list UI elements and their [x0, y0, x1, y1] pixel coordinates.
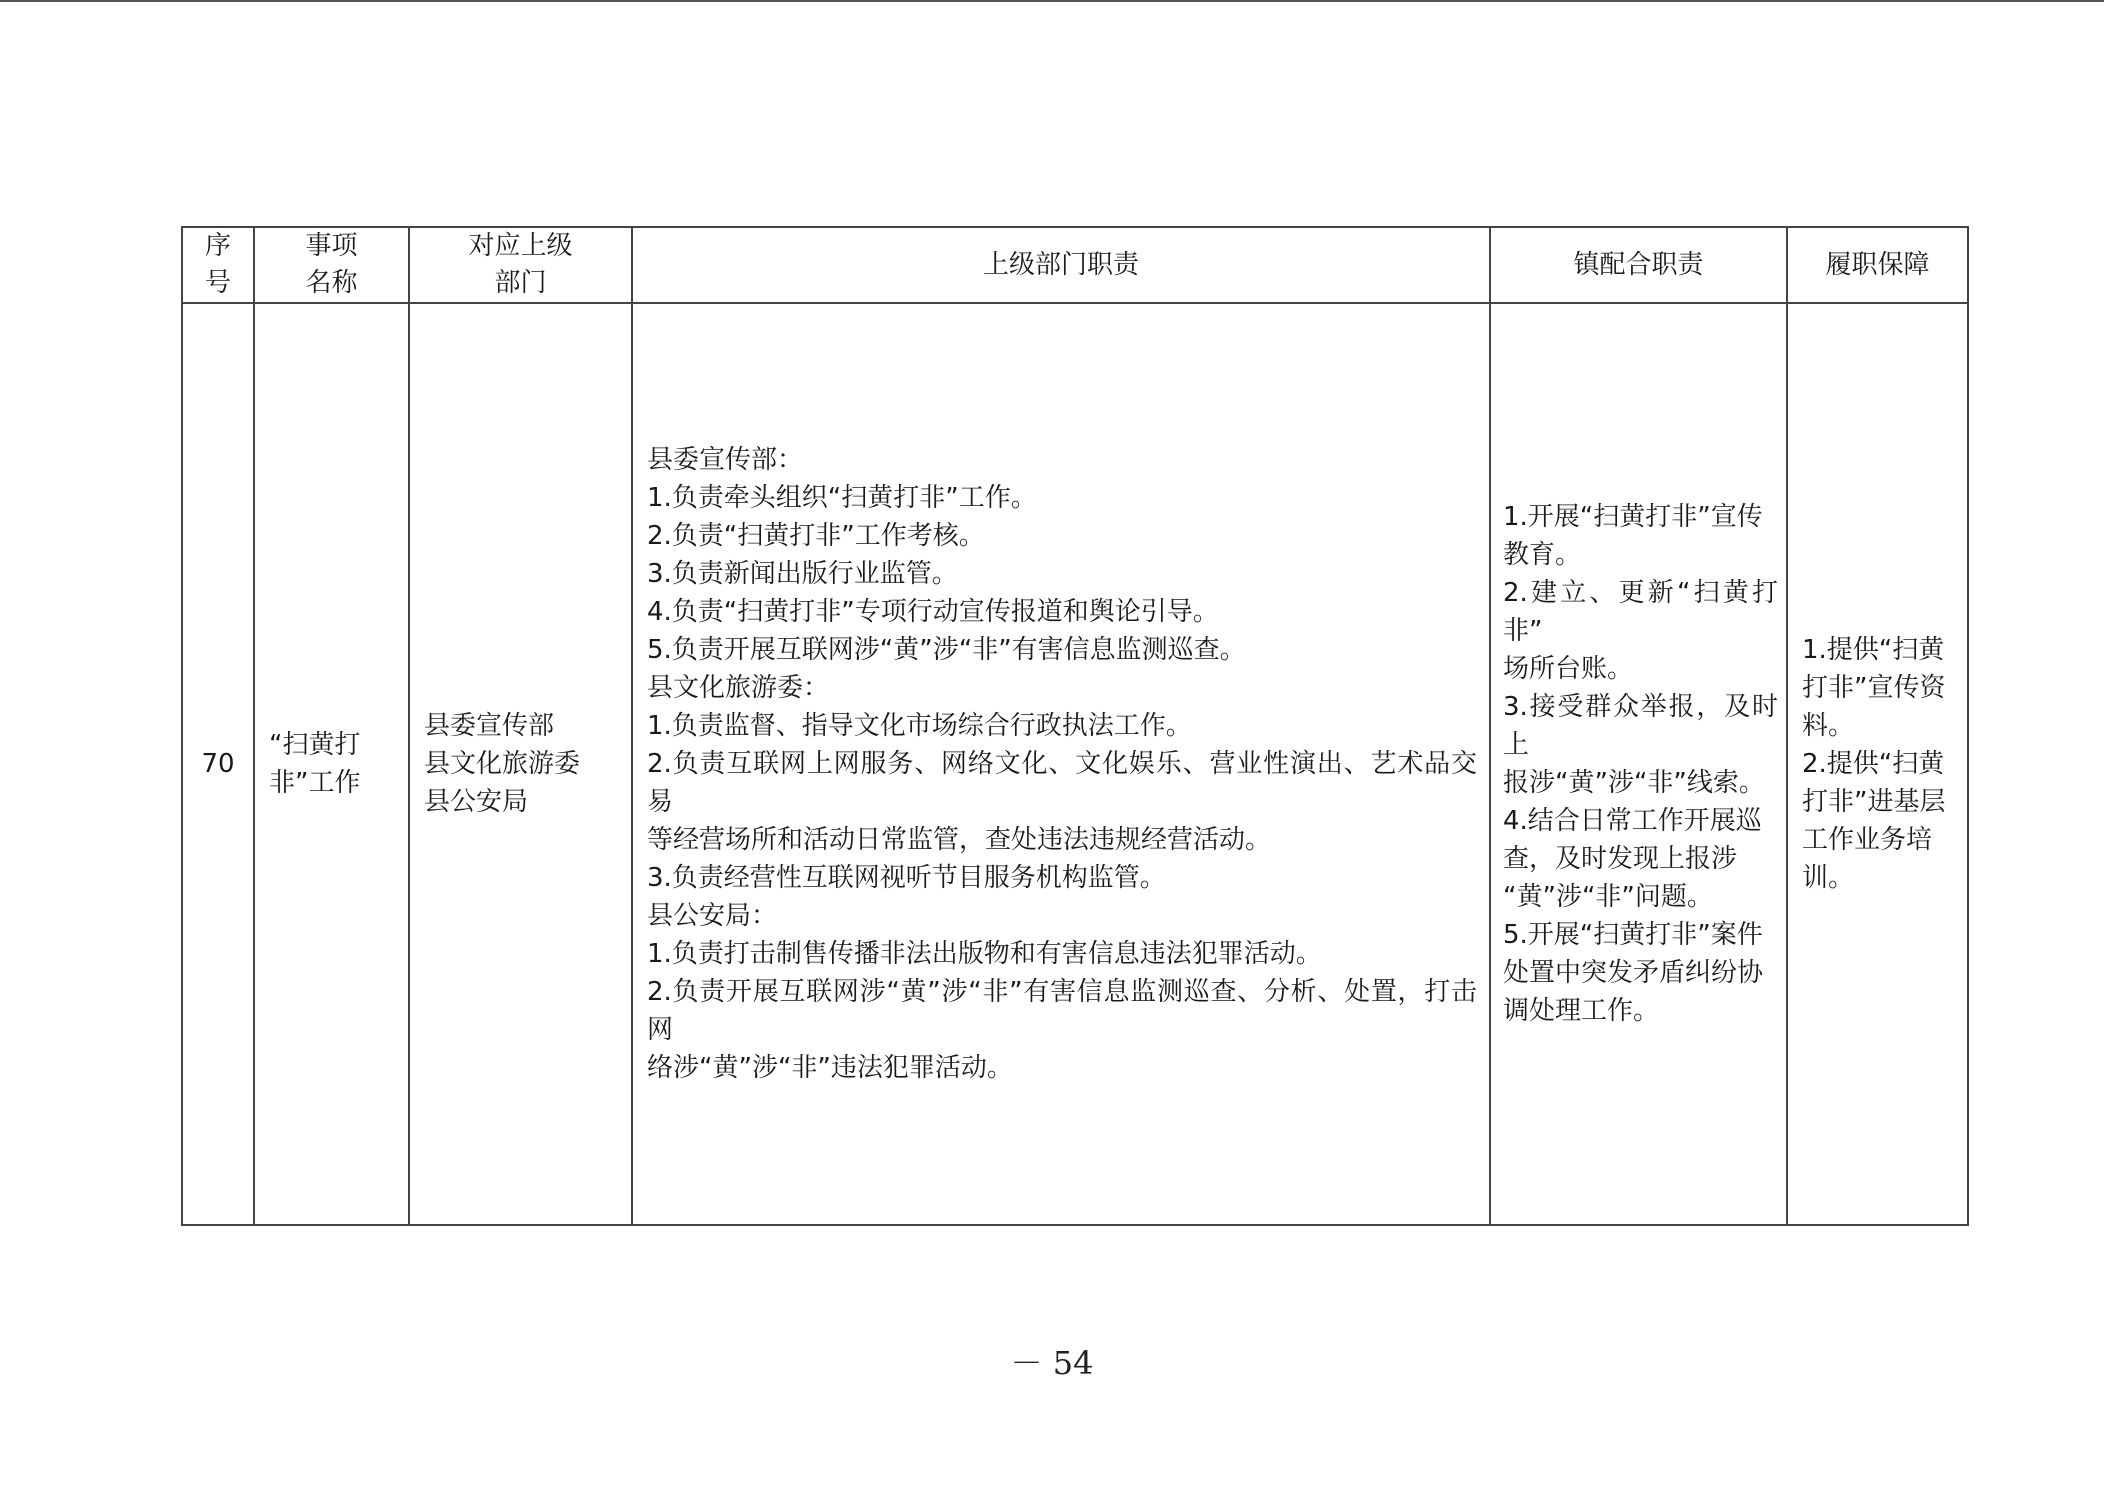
row-upper-duties [632, 303, 1490, 1225]
header-guarantee: 履职保障 [1787, 227, 1968, 303]
town-duty-line: 5.开展“扫黄打非”案件 [1503, 920, 1763, 950]
page-top-border [0, 0, 2104, 2]
town-duty-line: “黄”涉“非”问题。 [1503, 882, 1713, 912]
header-seq: 序 号 [182, 227, 254, 303]
duty-line: 1.负责牵头组织“扫黄打非”工作。 [647, 483, 1037, 513]
header-item-name: 事项 名称 [254, 227, 409, 303]
duty-line: 2.负责开展互联网涉“黄”涉“非”有害信息监测巡查、分析、处置，打击网 [647, 977, 1477, 1045]
town-duty-line: 场所台账。 [1503, 654, 1634, 684]
guarantee-line: 2.提供“扫黄 [1802, 749, 1945, 779]
header-dept: 对应上级 部门 [409, 227, 632, 303]
header-upper-duties: 上级部门职责 [632, 227, 1490, 303]
town-duty-line: 1.开展“扫黄打非”宣传 [1503, 502, 1763, 532]
guarantee-line: 工作业务培 [1802, 825, 1933, 855]
guarantee-line: 1.提供“扫黄 [1802, 635, 1945, 665]
town-duty-line: 查，及时发现上报涉 [1503, 844, 1738, 874]
town-duty-line: 处置中突发矛盾纠纷协 [1503, 958, 1764, 988]
duty-line: 县公安局： [647, 901, 778, 931]
page-number: － 54 [1010, 1344, 1094, 1382]
row-town-duties [1490, 303, 1787, 1225]
row-seq: 70 [182, 303, 254, 1225]
guarantee-line: 打非”进基层 [1802, 787, 1946, 817]
duty-line: 络涉“黄”涉“非”违法犯罪活动。 [647, 1053, 1013, 1083]
row-depts: 县委宣传部 县文化旅游委 县公安局 [409, 303, 632, 1225]
duty-line: 县文化旅游委： [647, 673, 830, 703]
town-duty-line: 2.建立、更新“扫黄打非” [1503, 578, 1778, 646]
row-guarantees [1787, 303, 1968, 1225]
town-duty-line: 4.结合日常工作开展巡 [1503, 806, 1762, 836]
duty-line: 2.负责“扫黄打非”工作考核。 [647, 521, 985, 551]
town-duty-line: 3.接受群众举报，及时上 [1503, 692, 1778, 760]
header-town-duties: 镇配合职责 [1490, 227, 1787, 303]
duty-line: 3.负责新闻出版行业监管。 [647, 559, 958, 589]
duty-line: 2.负责互联网上网服务、网络文化、文化娱乐、营业性演出、艺术品交易 [647, 749, 1477, 817]
row-item-name: “扫黄打 非”工作 [254, 303, 409, 1225]
town-duty-line: 教育。 [1503, 540, 1582, 570]
duty-line: 县委宣传部： [647, 445, 804, 475]
duty-line: 3.负责经营性互联网视听节目服务机构监管。 [647, 863, 1166, 893]
guarantee-line: 打非”宣传资 [1802, 673, 1946, 703]
duty-table [181, 226, 1969, 1226]
town-duty-line: 调处理工作。 [1503, 996, 1660, 1026]
town-duty-line: 报涉“黄”涉“非”线索。 [1503, 768, 1765, 798]
duty-line: 等经营场所和活动日常监管，查处违法违规经营活动。 [647, 825, 1272, 855]
guarantee-line: 料。 [1802, 711, 1855, 741]
duty-line: 1.负责打击制售传播非法出版物和有害信息违法犯罪活动。 [647, 939, 1322, 969]
duty-line: 5.负责开展互联网涉“黄”涉“非”有害信息监测巡查。 [647, 635, 1246, 665]
table-header-row [182, 227, 1968, 303]
guarantee-line: 训。 [1802, 863, 1855, 893]
duty-line: 1.负责监督、指导文化市场综合行政执法工作。 [647, 711, 1192, 741]
table-row [182, 303, 1968, 1225]
duty-line: 4.负责“扫黄打非”专项行动宣传报道和舆论引导。 [647, 597, 1219, 627]
